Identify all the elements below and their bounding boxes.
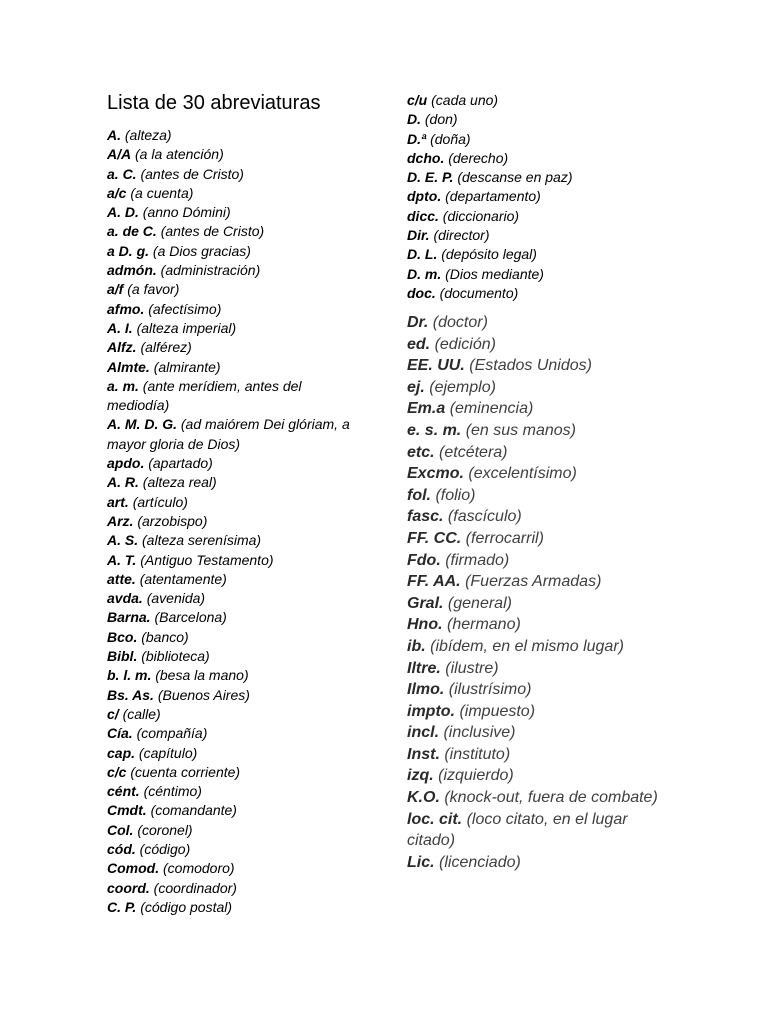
abbreviation: c/ — [107, 705, 119, 722]
left-column — [107, 126, 365, 917]
abbreviation-entry — [407, 463, 669, 485]
abbreviation-meaning: (céntimo) — [143, 783, 202, 800]
abbreviation-entry — [107, 647, 365, 666]
abbreviation-meaning: (avenida) — [146, 590, 206, 607]
abbreviation-meaning: (cuenta corriente) — [130, 763, 241, 780]
abbreviation: Iltre. — [407, 659, 441, 677]
abbreviation-entry — [407, 355, 669, 377]
abbreviation-entry — [407, 334, 669, 356]
abbreviation: dpto. — [407, 188, 442, 205]
abbreviation-meaning: (biblioteca) — [141, 648, 210, 665]
abbreviation: Col. — [107, 821, 134, 838]
abbreviation-entry — [107, 165, 365, 184]
abbreviation-meaning: (calle) — [122, 705, 161, 722]
abbreviation-entry — [407, 265, 707, 284]
abbreviation-meaning: (izquierdo) — [438, 767, 514, 785]
right-column-bottom — [407, 312, 669, 873]
abbreviation: Dir. — [407, 227, 430, 244]
abbreviation-entry — [107, 261, 365, 280]
abbreviation-meaning: (departamento) — [445, 188, 541, 205]
abbreviation-entry — [407, 245, 707, 264]
abbreviation-entry — [107, 512, 365, 531]
abbreviation-entry — [107, 724, 365, 743]
abbreviation-entry — [107, 358, 365, 377]
abbreviation-entry — [107, 203, 365, 222]
abbreviation-entry — [107, 763, 365, 782]
abbreviation-entry — [107, 184, 365, 203]
abbreviation-meaning: (compañía) — [136, 725, 208, 742]
abbreviation: e. s. m. — [407, 421, 462, 439]
abbreviation-entry — [407, 91, 707, 110]
abbreviation-meaning: (derecho) — [448, 149, 509, 166]
abbreviation: Bco. — [107, 628, 138, 645]
abbreviation-entry — [107, 377, 365, 416]
abbreviation-entry — [107, 145, 365, 164]
abbreviation: D.ª — [407, 130, 427, 147]
page-title: Lista de 30 abreviaturas — [107, 92, 321, 114]
abbreviation-meaning: (antes de Cristo) — [140, 165, 244, 182]
abbreviation-entry — [107, 859, 365, 878]
abbreviation-meaning: (instituto) — [444, 745, 511, 763]
abbreviation-entry — [407, 420, 669, 442]
abbreviation-meaning: (ibídem, en el mismo lugar) — [430, 637, 624, 655]
abbreviation-meaning: (licenciado) — [439, 853, 521, 871]
abbreviation-meaning: (capítulo) — [138, 744, 198, 761]
abbreviation-meaning: (Fuerzas Armadas) — [465, 573, 602, 591]
abbreviation: cód. — [107, 840, 136, 857]
abbreviation: A. T. — [107, 551, 137, 568]
abbreviation-meaning: (don) — [424, 111, 458, 128]
abbreviation: Fdo. — [407, 551, 441, 569]
abbreviation-meaning: (atentamente) — [139, 570, 227, 587]
abbreviation-meaning: (alférez) — [140, 339, 192, 356]
abbreviation-entry — [407, 809, 669, 852]
abbreviation-entry — [107, 415, 365, 454]
abbreviation-entry — [107, 589, 365, 608]
abbreviation-meaning: (código) — [139, 840, 191, 857]
abbreviation-entry — [407, 187, 707, 206]
abbreviation: Gral. — [407, 594, 444, 612]
abbreviation-meaning: (administración) — [160, 262, 261, 279]
abbreviation: etc. — [407, 443, 435, 461]
abbreviation-meaning: (etcétera) — [439, 443, 508, 461]
abbreviation-meaning: (cada uno) — [431, 92, 499, 108]
abbreviation: ed. — [407, 335, 431, 353]
abbreviation-meaning: (ferrocarril) — [465, 529, 544, 547]
abbreviation-meaning: (anno Dómini) — [142, 204, 231, 221]
abbreviation: admón. — [107, 262, 157, 279]
abbreviation: D. m. — [407, 265, 442, 282]
abbreviation-entry — [107, 222, 365, 241]
abbreviation-meaning: (a favor) — [127, 281, 180, 298]
abbreviation-meaning: (descanse en paz) — [457, 169, 573, 186]
abbreviation-meaning: (Buenos Aires) — [157, 686, 250, 703]
abbreviation-meaning: (ejemplo) — [429, 378, 496, 396]
abbreviation-meaning: (depósito legal) — [441, 246, 537, 263]
abbreviation-entry — [407, 312, 669, 334]
abbreviation-meaning: (coronel) — [137, 821, 193, 838]
abbreviation-entry — [107, 280, 365, 299]
abbreviation-entry — [407, 226, 707, 245]
abbreviation-meaning: (folio) — [435, 486, 476, 504]
abbreviation: Lic. — [407, 853, 435, 871]
abbreviation: a D. g. — [107, 242, 150, 259]
abbreviation-entry — [107, 319, 365, 338]
abbreviation: c/u — [407, 92, 428, 108]
abbreviation-meaning: (general) — [447, 594, 512, 612]
abbreviation-meaning: (apartado) — [148, 455, 213, 472]
abbreviation-entry — [107, 821, 365, 840]
abbreviation-meaning: (banco) — [141, 628, 189, 645]
abbreviation-entry — [107, 608, 365, 627]
abbreviation: A. M. D. G. — [107, 416, 177, 433]
abbreviation-entry — [407, 149, 707, 168]
abbreviation-entry — [107, 242, 365, 261]
abbreviation: cap. — [107, 744, 136, 761]
abbreviation: A. D. — [107, 204, 139, 221]
abbreviation: D. E. P. — [407, 169, 454, 186]
abbreviation-meaning: (inclusive) — [443, 724, 516, 742]
right-column-top — [407, 91, 707, 303]
abbreviation-meaning: (a la atención) — [135, 146, 224, 163]
abbreviation-entry — [107, 705, 365, 724]
abbreviation: Hno. — [407, 616, 443, 634]
abbreviation: Em.a — [407, 400, 446, 418]
abbreviation-meaning: (alteza) — [124, 127, 172, 143]
abbreviation-entry — [407, 207, 707, 226]
abbreviation-entry — [407, 506, 669, 528]
abbreviation-entry — [107, 126, 365, 145]
abbreviation: atte. — [107, 570, 136, 587]
abbreviation-entry — [107, 898, 365, 917]
abbreviation-meaning: (documento) — [439, 284, 519, 301]
abbreviation: a/f — [107, 281, 124, 298]
abbreviation: doc. — [407, 284, 436, 301]
abbreviation-entry — [407, 765, 669, 787]
abbreviation: Cía. — [107, 725, 133, 742]
abbreviation-entry — [407, 701, 669, 723]
abbreviation-entry — [407, 130, 707, 149]
abbreviation: loc. cit. — [407, 810, 463, 828]
abbreviation-entry — [107, 570, 365, 589]
abbreviation: a. C. — [107, 165, 137, 182]
abbreviation-meaning: (excelentísimo) — [468, 465, 577, 483]
abbreviation-entry — [107, 493, 365, 512]
abbreviation-meaning: (Antiguo Testamento) — [140, 551, 274, 568]
abbreviation: Dr. — [407, 314, 429, 331]
abbreviation: FF. CC. — [407, 529, 462, 547]
abbreviation: Arz. — [107, 512, 134, 529]
abbreviation: Bs. As. — [107, 686, 154, 703]
abbreviation-meaning: (firmado) — [445, 551, 510, 569]
abbreviation-entry — [407, 722, 669, 744]
abbreviation: art. — [107, 493, 129, 510]
abbreviation-meaning: (alteza real) — [142, 474, 217, 491]
abbreviation-meaning: (artículo) — [132, 493, 188, 510]
abbreviation-meaning: (impuesto) — [459, 702, 536, 720]
abbreviation-meaning: (hermano) — [447, 616, 521, 634]
abbreviation-meaning: (alteza imperial) — [136, 319, 237, 336]
abbreviation-entry — [407, 614, 669, 636]
abbreviation-meaning: (knock-out, fuera de combate) — [444, 789, 658, 807]
abbreviation-entry — [107, 531, 365, 550]
abbreviation-meaning: (ante merídiem, antes del mediodía) — [107, 377, 302, 414]
abbreviation-meaning: (eminencia) — [449, 400, 534, 418]
abbreviation-entry — [107, 879, 365, 898]
abbreviation: Comod. — [107, 860, 160, 877]
abbreviation: K.O. — [407, 789, 440, 807]
abbreviation-entry — [107, 840, 365, 859]
abbreviation-entry — [407, 110, 707, 129]
abbreviation: Alfz. — [107, 339, 137, 356]
abbreviation-entry — [407, 636, 669, 658]
abbreviation: Inst. — [407, 745, 440, 763]
abbreviation: Ilmo. — [407, 681, 445, 699]
abbreviation: afmo. — [107, 300, 145, 317]
abbreviation-entry — [407, 442, 669, 464]
abbreviation: b. l. m. — [107, 667, 152, 684]
abbreviation: izq. — [407, 767, 434, 785]
abbreviation-entry — [107, 801, 365, 820]
abbreviation-entry — [107, 300, 365, 319]
abbreviation-meaning: (fascículo) — [447, 508, 522, 526]
abbreviation: avda. — [107, 590, 143, 607]
abbreviation: Barna. — [107, 609, 151, 626]
abbreviation-meaning: (almirante) — [153, 358, 221, 375]
abbreviation-meaning: (ilustrísimo) — [448, 681, 532, 699]
abbreviation-meaning: (comodoro) — [163, 860, 235, 877]
abbreviation: ej. — [407, 378, 425, 396]
abbreviation-meaning: (director) — [433, 227, 490, 244]
abbreviation-meaning: (coordinador) — [153, 879, 237, 896]
abbreviation-meaning: (doña) — [430, 130, 471, 147]
abbreviation-meaning: (doctor) — [432, 314, 488, 331]
abbreviation-meaning: (besa la mano) — [155, 667, 249, 684]
abbreviation: D. L. — [407, 246, 438, 263]
abbreviation: incl. — [407, 724, 440, 742]
abbreviation-entry — [407, 528, 669, 550]
abbreviation-meaning: (en sus manos) — [465, 421, 576, 439]
abbreviation: A/A — [107, 146, 132, 163]
abbreviation: EE. UU. — [407, 357, 465, 375]
abbreviation-meaning: (afectísimo) — [148, 300, 222, 317]
abbreviation: dicc. — [407, 207, 439, 224]
abbreviation-entry — [407, 485, 669, 507]
abbreviation-entry — [407, 593, 669, 615]
abbreviation-meaning: (antes de Cristo) — [160, 223, 265, 240]
abbreviation-meaning: (loco citato, en el lugar citado) — [407, 810, 628, 850]
abbreviation: Almte. — [107, 358, 150, 375]
abbreviation: Cmdt. — [107, 802, 147, 819]
abbreviation-meaning: (edición) — [434, 335, 496, 353]
abbreviation-meaning: (a cuenta) — [130, 184, 194, 201]
abbreviation-entry — [407, 168, 707, 187]
abbreviation-entry — [407, 679, 669, 701]
abbreviation: dcho. — [407, 149, 445, 166]
abbreviation-meaning: (Dios mediante) — [445, 265, 544, 282]
abbreviation: A. R. — [107, 474, 139, 491]
abbreviation: c/c — [107, 763, 127, 780]
abbreviation-entry — [407, 852, 669, 874]
abbreviation: FF. AA. — [407, 573, 461, 591]
abbreviation-meaning: (Estados Unidos) — [469, 357, 592, 375]
abbreviation-entry — [107, 628, 365, 647]
abbreviation-entry — [107, 744, 365, 763]
abbreviation: A. — [107, 127, 121, 143]
abbreviation-meaning: (a Dios gracias) — [152, 242, 251, 259]
abbreviation: cént. — [107, 783, 140, 800]
abbreviation: coord. — [107, 879, 150, 896]
abbreviation: fasc. — [407, 508, 444, 526]
abbreviation-entry — [407, 398, 669, 420]
abbreviation: Excmo. — [407, 465, 464, 483]
abbreviation-entry — [407, 571, 669, 593]
abbreviation: D. — [407, 111, 421, 128]
abbreviation-entry — [107, 782, 365, 801]
abbreviation-meaning: (ad maiórem Dei glóriam, a mayor gloria de Dios) — [107, 416, 350, 452]
abbreviation: fol. — [407, 486, 431, 504]
abbreviation-entry — [407, 744, 669, 766]
abbreviation-entry — [107, 473, 365, 492]
abbreviation: apdo. — [107, 455, 145, 472]
abbreviation-entry — [407, 787, 669, 809]
abbreviation-meaning: (código postal) — [140, 898, 233, 915]
abbreviation-entry — [407, 550, 669, 572]
abbreviation-meaning: (diccionario) — [442, 207, 520, 224]
abbreviation-meaning: (Barcelona) — [154, 609, 227, 626]
abbreviation: A. S. — [107, 532, 139, 549]
abbreviation-meaning: (comandante) — [150, 802, 237, 819]
abbreviation-entry — [407, 377, 669, 399]
abbreviation-meaning: (alteza serenísima) — [142, 532, 262, 549]
abbreviation: impto. — [407, 702, 455, 720]
abbreviation-entry — [407, 658, 669, 680]
abbreviation: C. P. — [107, 898, 137, 915]
abbreviation-meaning: (ilustre) — [445, 659, 499, 677]
abbreviation-meaning: (arzobispo) — [137, 512, 208, 529]
abbreviation-entry — [107, 338, 365, 357]
abbreviation-entry — [107, 454, 365, 473]
abbreviation-entry — [407, 284, 707, 303]
abbreviation-entry — [107, 551, 365, 570]
abbreviation: Bibl. — [107, 648, 138, 665]
abbreviation-entry — [107, 666, 365, 685]
abbreviation: a/c — [107, 184, 127, 201]
abbreviation: ib. — [407, 637, 426, 655]
abbreviation: a. m. — [107, 377, 139, 394]
abbreviation: a. de C. — [107, 223, 157, 240]
abbreviation: A. I. — [107, 319, 133, 336]
abbreviation-entry — [107, 686, 365, 705]
